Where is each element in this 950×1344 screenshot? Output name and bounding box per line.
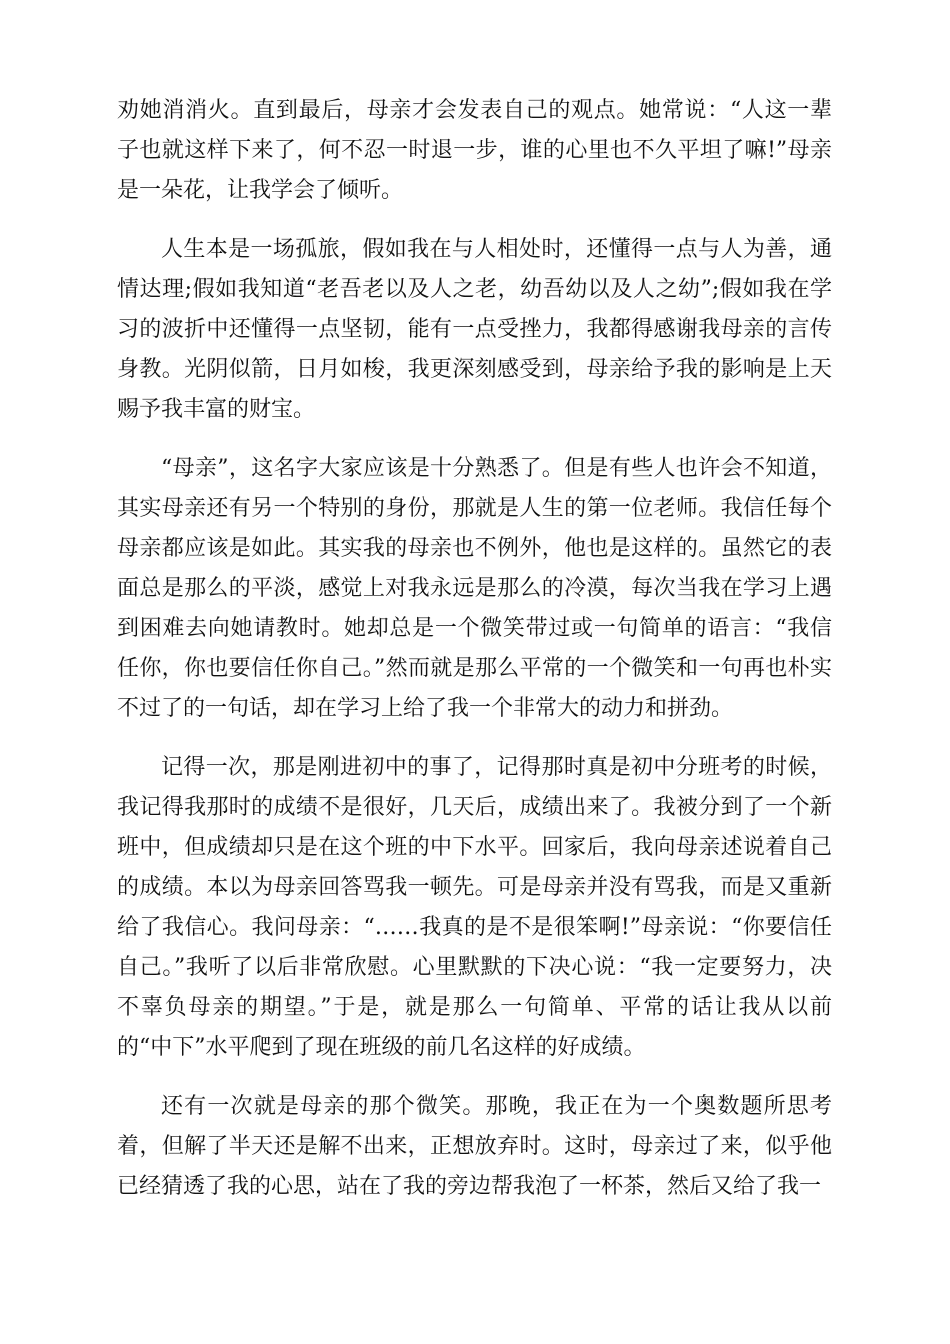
paragraph-2: 人生本是一场孤旅，假如我在与人相处时，还懂得一点与人为善，通情达理;假如我知道“老吾老以及人之老，幼吾幼以及人之幼”;假如我在学习的波折中还懂得一点坚韧，能有一点受挫力，我都得感谢我母亲的言传身教。光阴似箭，日月如梭，我更深刻感受到，母亲给予我的影响是上天赐予我丰富的财宝。 <box>117 237 832 422</box>
paragraph-3: “母亲”，这名字大家应该是十分熟悉了。但是有些人也许会不知道，其实母亲还有另一个特别的身份，那就是人生的第一位老师。我信任每个母亲都应该是如此。其实我的母亲也不例外，他也是这样的。虽然它的表面总是那么的平淡，感觉上对我永远是那么的冷漠，每次当我在学习上遇到困难去向她请教时。她却总是一个微笑带过或一句简单的语言：“我信任你，你也要信任你自己。”然而就是那么平常的一个微笑和一句再也朴实不过了的一句话，却在学习上给了我一个非常大的动力和拼劲。 <box>117 456 832 721</box>
paragraph-4: 记得一次，那是刚进初中的事了，记得那时真是初中分班考的时候，我记得我那时的成绩不是很好，几天后，成绩出来了。我被分到了一个新班中，但成绩却只是在这个班的中下水平。回家后，我向母亲述说着自己的成绩。本以为母亲回答骂我一顿先。可是母亲并没有骂我，而是又重新给了我信心。我问母亲：“……我真的是不是很笨啊!”母亲说：“你要信任自己。”我听了以后非常欣慰。心里默默的下决心说：“我一定要努力，决不辜负母亲的期望。”于是，就是那么一句简单、平常的话让我从以前的“中下”水平爬到了现在班级的前几名这样的好成绩。 <box>117 755 832 1060</box>
paragraph-1: 劝她消消火。直到最后，母亲才会发表自己的观点。她常说：“人这一辈子也就这样下来了，何不忍一时退一步，谁的心里也不久平坦了嘛!”母亲是一朵花，让我学会了倾听。 <box>117 98 832 203</box>
paragraph-5: 还有一次就是母亲的那个微笑。那晚，我正在为一个奥数题所思考着，但解了半天还是解不出来，正想放弃时。这时，母亲过了来，似乎他已经猜透了我的心思，站在了我的旁边帮我泡了一杯茶，然后又给了我一 <box>117 1094 832 1199</box>
